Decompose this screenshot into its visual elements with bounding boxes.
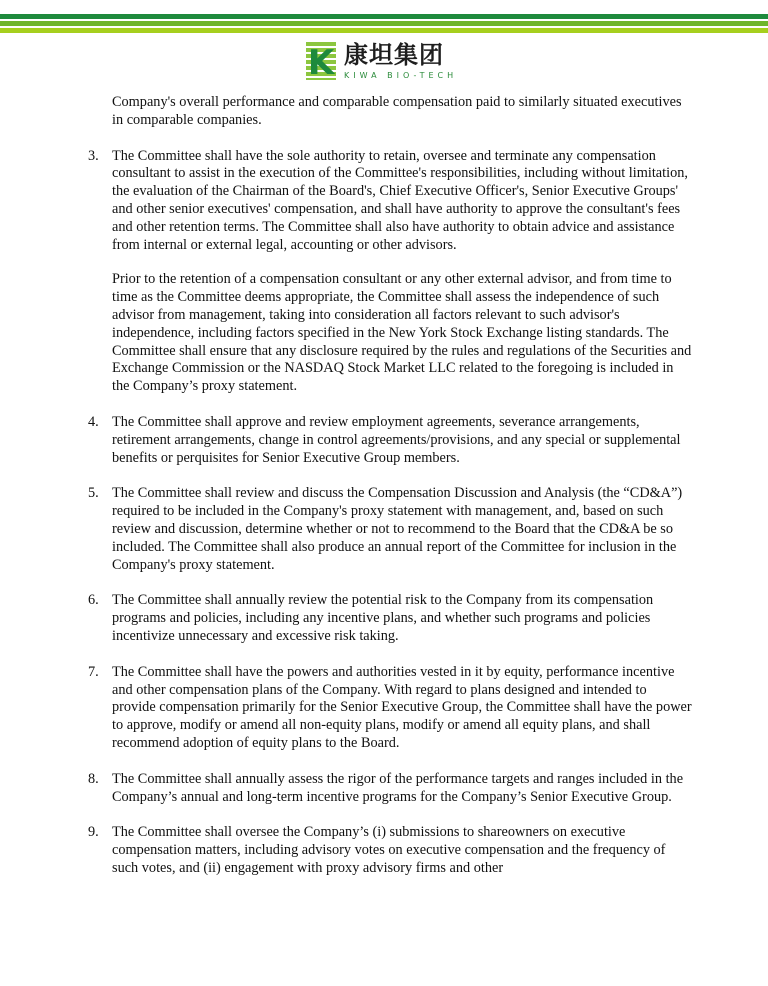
list-item-number: 7. [88, 663, 99, 680]
list-item-number: 9. [88, 824, 99, 841]
company-logo [306, 42, 457, 86]
list-item-paragraph: Prior to the retention of a compensation consultant or any other external advisor, and from time to time as the Committee deems appropriate, the Committee shall assess the independence of such advisor from management, taking into consideration all factors relevant to such advisor's independence, including factors specified in the New York Stock Exchange listing standards. The Committee shall ensure that any disclosure required by the rules and regulations of the Securities and Exchange Commission or the NASDAQ Stock Market LLC related to the foregoing is included in the Company’s proxy statement. [112, 271, 692, 395]
list-item-paragraph: The Committee shall review and discuss the Compensation Discussion and Analysis (the “CD&A”) required to be included in the Company's proxy statement with management, and, based on such review and discussion, determine whether or not to recommend to the Board that the CD&A be so included. The Committee shall also produce an annual report of the Committee for inclusion in the Company's proxy statement. [112, 485, 683, 573]
list-item [88, 824, 692, 877]
logo-mark-letter: K [307, 43, 335, 80]
continuation-paragraph: Company's overall performance and comparable compensation paid to similarly situated executives in comparable companies. [112, 94, 682, 128]
kiwa-logo-icon [306, 42, 336, 80]
list-item [88, 485, 692, 574]
header-stripes [0, 14, 768, 35]
header-stripe-dark [0, 14, 768, 19]
list-item-paragraph: The Committee shall have the sole authority to retain, oversee and terminate any compensation consultant to assist in the execution of the Committee's responsibilities, including without limitation, the evaluation of the Chairman of the Board's, Chief Executive Officer's, Senior Executive Groups' and other senior executives' compensation, and shall have authority to approve the consultant's fees and other retention terms. The Committee shall also have authority to obtain advice and assistance from internal or external legal, accounting or other advisors. [112, 147, 688, 253]
list-item [88, 592, 692, 645]
numbered-list [88, 148, 692, 878]
list-item [88, 664, 692, 753]
list-item-number: 5. [88, 485, 99, 502]
header-stripe-light [0, 28, 768, 33]
list-item-number: 8. [88, 770, 99, 787]
list-item [88, 771, 692, 807]
logo-text [344, 42, 457, 80]
list-item-number: 6. [88, 592, 99, 609]
list-item-paragraph: The Committee shall have the powers and authorities vested in it by equity, performance incentive and other compensation plans of the Company. With regard to plans designed and intended to provide compensation primarily for the Senior Executive Group, the Committee shall have the power to approve, modify or amend all non-equity plans, modify or amend all equity plans, and shall recommend adoption of equity plans to the Board. [112, 663, 692, 751]
list-item [88, 148, 692, 396]
list-item-number: 4. [88, 413, 99, 430]
list-item-paragraph: The Committee shall annually assess the rigor of the performance targets and ranges included in the Company’s annual and long-term incentive programs for the Company’s Senior Executive Group. [112, 770, 684, 805]
header-stripe-medium [0, 21, 768, 26]
list-item-paragraph: The Committee shall oversee the Company’s (i) submissions to shareowners on executive compensation matters, including advisory votes on executive compensation and the frequency of such votes, and (ii) engagement with proxy advisory firms and other [112, 824, 666, 876]
logo-english-name: KIWA BIO-TECH [344, 71, 458, 80]
logo-chinese-name: 康坦集团 [344, 41, 444, 69]
list-item-paragraph: The Committee shall approve and review employment agreements, severance arrangements, retirement arrangements, change in control agreements/provisions, and any special or supplemental benefits or perquisites for Senior Executive Group members. [112, 413, 681, 466]
document-body [88, 94, 692, 878]
list-item [88, 414, 692, 467]
list-item-paragraph: The Committee shall annually review the potential risk to the Company from its compensation programs and policies, including any incentive plans, and whether such programs and policies incentivize unnecessary and excessive risk taking. [112, 592, 654, 644]
list-item-number: 3. [88, 147, 99, 164]
